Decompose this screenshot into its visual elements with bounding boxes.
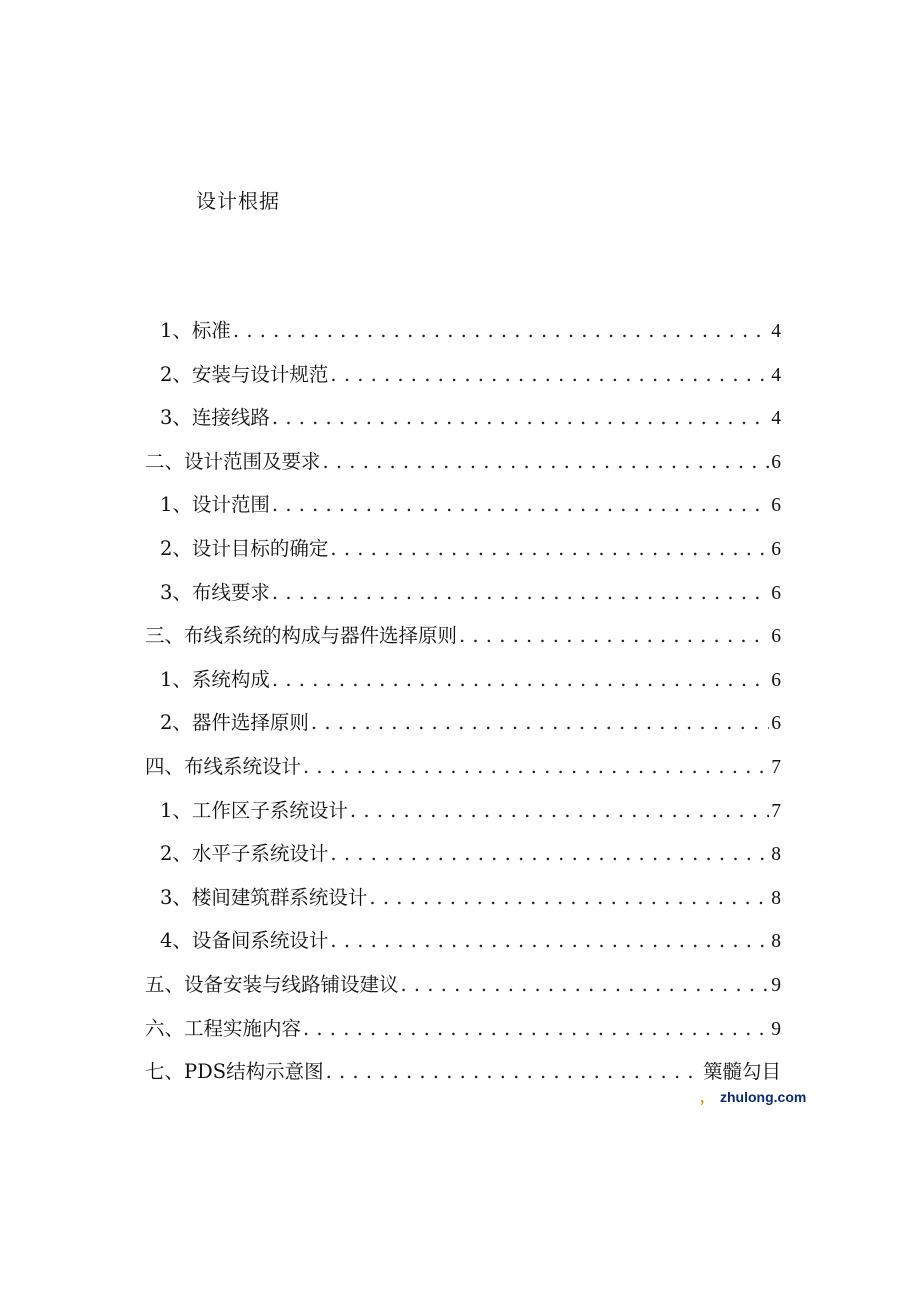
toc-entry-title: 1、设计范围 [160,493,270,517]
toc-entry-page: 8 [771,887,781,909]
toc-entry[interactable] [145,402,781,446]
toc-entry-page: 7 [771,756,781,778]
toc-dot-leader [272,489,769,521]
toc-dot-leader [303,1013,769,1045]
toc-entry[interactable] [145,751,781,795]
watermark [700,1087,806,1107]
toc-entry-page: 6 [771,582,781,604]
toc-dot-leader [330,359,769,391]
watermark-text: zhulong.com [720,1089,807,1105]
toc-dot-leader [330,533,769,565]
toc-entry-page: 9 [771,974,781,996]
toc-entry[interactable] [145,882,781,926]
toc-entry-title: 五、设备安装与线路铺设建议 [145,972,399,996]
toc-entry-page: 9 [771,1018,781,1040]
toc-dot-leader [369,882,769,914]
table-of-contents [145,315,781,1100]
toc-dot-leader [350,795,769,827]
toc-entry-title: 1、系统构成 [160,667,270,691]
toc-entry-page: 6 [771,451,781,473]
toc-entry-page: 4 [771,408,781,430]
toc-entry[interactable] [145,664,781,708]
toc-entry-title: 四、布线系统设计 [145,754,302,778]
toc-entry-page: 7 [771,800,781,822]
toc-entry-page: 6 [771,626,781,648]
toc-dot-leader [303,751,769,783]
watermark-mark: ， [700,1089,714,1105]
toc-entry[interactable] [145,533,781,577]
toc-entry-page: 6 [771,713,781,735]
toc-entry[interactable] [145,838,781,882]
toc-entry-page: 8 [771,931,781,953]
toc-entry[interactable] [145,707,781,751]
toc-entry-page: 6 [771,495,781,517]
toc-entry-title: 二、设计范围及要求 [145,449,321,473]
toc-entry-title: 七、PDS结构示意图 [145,1060,324,1084]
toc-entry[interactable] [145,969,781,1013]
toc-dot-leader [401,969,770,1001]
toc-entry[interactable] [145,1056,781,1100]
toc-entry-title: 3、连接线路 [160,406,270,430]
toc-entry-title: 2、水平子系统设计 [160,842,329,866]
toc-dot-leader [272,664,769,696]
toc-dot-leader [326,1056,701,1088]
toc-entry-page: 篥髓勾目 [702,1062,781,1084]
toc-dot-leader [272,577,769,609]
toc-entry-title: 六、工程实施内容 [145,1016,302,1040]
toc-entry-title: 1、标准 [160,319,231,342]
toc-entry-page: 4 [771,321,781,342]
toc-dot-leader [330,925,769,957]
toc-entry-title: 3、楼间建筑群系统设计 [160,885,368,909]
toc-entry-title: 4、设备间系统设计 [160,929,329,953]
toc-entry-title: 1、工作区子系统设计 [160,798,348,822]
toc-entry[interactable] [145,1013,781,1057]
toc-heading: 设计根据 [196,189,280,213]
toc-dot-leader [311,707,769,739]
toc-dot-leader [323,446,770,478]
toc-entry-title: 三、布线系统的构成与器件选择原则 [145,624,458,648]
toc-entry[interactable] [145,359,781,403]
toc-entry[interactable] [145,446,781,490]
toc-dot-leader [272,402,769,434]
toc-entry-page: 6 [771,669,781,691]
toc-dot-leader [233,315,769,347]
toc-entry[interactable] [145,925,781,969]
toc-entry[interactable] [145,489,781,533]
toc-entry-title: 2、设计目标的确定 [160,536,329,560]
toc-entry[interactable] [145,315,781,359]
toc-entry[interactable] [145,795,781,839]
toc-entry-page: 4 [771,364,781,386]
toc-entry-page: 6 [771,538,781,560]
toc-entry-title: 2、安装与设计规范 [160,362,329,386]
toc-entry-page: 8 [771,844,781,866]
toc-dot-leader [330,838,769,870]
toc-dot-leader [459,620,769,652]
toc-entry[interactable] [145,620,781,664]
toc-entry[interactable] [145,577,781,621]
toc-entry-title: 2、器件选择原则 [160,711,309,735]
toc-entry-title: 3、布线要求 [160,580,270,604]
